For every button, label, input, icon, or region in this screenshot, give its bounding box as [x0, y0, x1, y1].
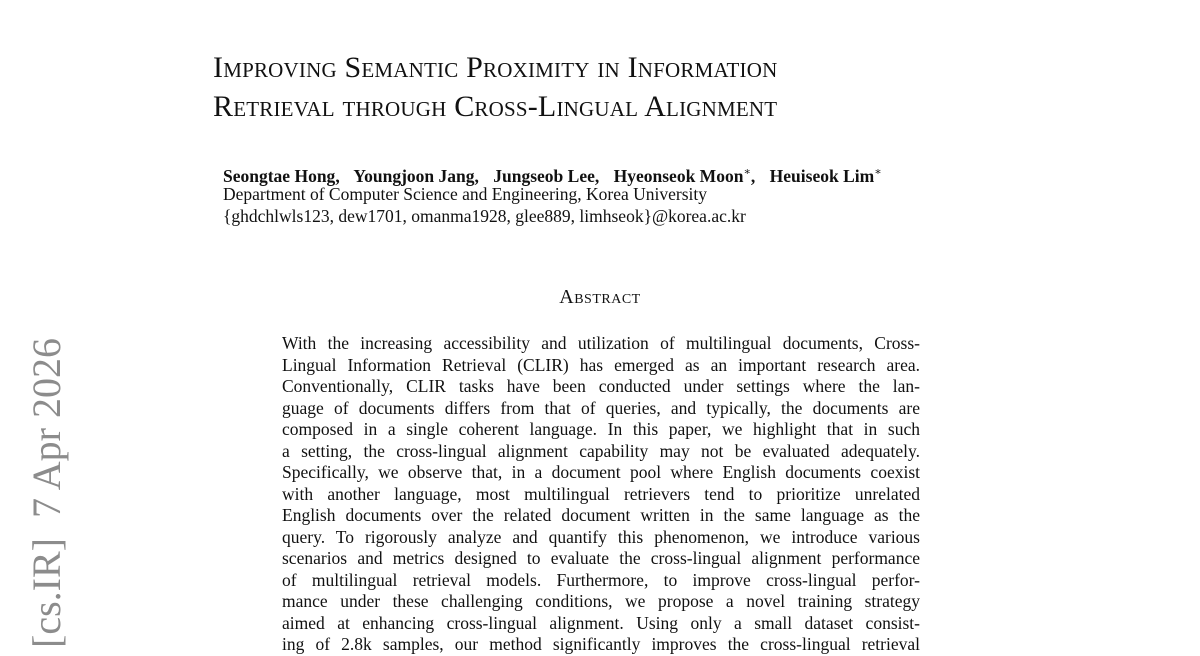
corresponding-author-mark: ∗: [874, 166, 882, 178]
abstract-line: mance under these challenging conditions, we propose a novel training strategy: [282, 591, 920, 611]
abstract-line: With the increasing accessibility and utilization of multilingual documents, Cross-: [282, 333, 920, 353]
abstract-line: Specifically, we observe that, in a document pool where English documents coexist: [282, 462, 920, 482]
author-name: Jungseob Lee: [493, 166, 595, 186]
abstract-line: a setting, the cross-lingual alignment capability may not be evaluated adequately.: [282, 440, 920, 461]
abstract-line: scenarios and metrics designed to evaluate the cross-lingual alignment performance: [282, 548, 920, 568]
title-line-1: Improving Semantic Proximity in Information: [213, 51, 778, 84]
abstract-line: ing of 2.8k samples, our method significantly improves the cross-lingual retrieval: [282, 634, 920, 654]
paper-title: [213, 48, 1113, 126]
author-name: Youngjoon Jang: [353, 166, 475, 186]
abstract-line: guage of documents differs from that of queries, and typically, the documents are: [282, 397, 920, 418]
author-2: Youngjoon Jang,: [353, 166, 479, 186]
abstract-line: with another language, most multilingual retrievers tend to prioritize unrelated: [282, 483, 920, 504]
arxiv-stamp: [24, 338, 70, 648]
abstract-line: aimed at enhancing cross-lingual alignment. Using only a small dataset consist-: [282, 612, 920, 633]
author-3: Jungseob Lee,: [493, 166, 600, 186]
corresponding-author-mark: ∗: [743, 166, 751, 178]
arxiv-category: [cs.IR]: [24, 538, 69, 648]
abstract-line: Lingual Information Retrieval (CLIR) has emerged as an important research area.: [282, 354, 920, 375]
abstract-body: [282, 333, 920, 656]
author-name: Hyeonseok Moon: [613, 166, 744, 186]
abstract-line: Conventionally, CLIR tasks have been conducted under settings where the lan-: [282, 376, 920, 396]
author-name: Heuiseok Lim: [769, 166, 875, 186]
abstract-heading: Abstract: [559, 286, 641, 308]
abstract-line: query. To rigorously analyze and quantify this phenomenon, we introduce various: [282, 526, 920, 547]
title-line-2: Retrieval through Cross-Lingual Alignment: [213, 90, 778, 123]
abstract-line: of multilingual retrieval models. Furthermore, to improve cross-lingual perfor-: [282, 569, 920, 590]
author-name: Seongtae Hong: [223, 166, 336, 186]
abstract-line: composed in a single coherent language. In this paper, we highlight that in such: [282, 419, 920, 439]
author-1: Seongtae Hong,: [223, 166, 340, 186]
author-5: [770, 166, 882, 186]
author-emails: {ghdchlwls123, dew1701, omanma1928, glee889, limhseok}@korea.ac.kr: [223, 206, 746, 226]
affiliation: Department of Computer Science and Engineering, Korea University: [223, 184, 708, 204]
abstract-line: English documents over the related document written in the same language as the: [282, 505, 920, 525]
arxiv-date: 7 Apr 2026: [24, 338, 69, 519]
author-4: Hyeonseok Moon∗,: [613, 166, 756, 186]
